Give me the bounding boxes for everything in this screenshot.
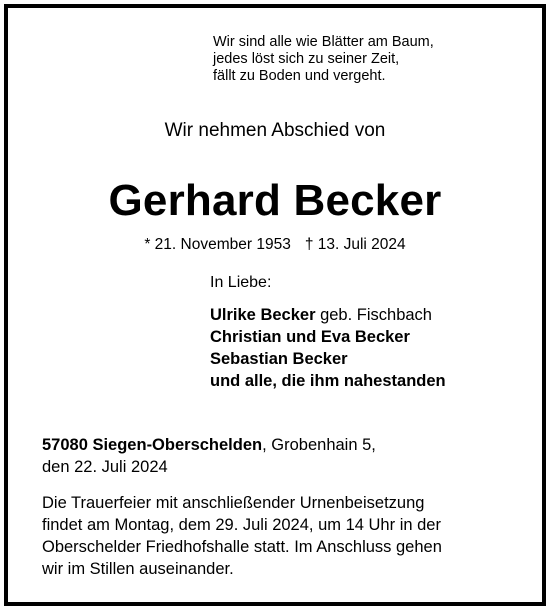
mourner-line: Sebastian Becker	[210, 350, 348, 368]
ceremony-line: wir im Stillen auseinander.	[42, 560, 234, 578]
birth-date: * 21. November 1953	[144, 236, 291, 253]
mourner-name: Ulrike Becker	[210, 306, 316, 324]
mourner-line	[210, 304, 446, 326]
address-block	[42, 434, 376, 478]
mourners-list	[210, 304, 446, 392]
death-date: † 13. Juli 2024	[304, 236, 406, 253]
mourner-line: Christian und Eva Becker	[210, 328, 410, 346]
poem-line: jedes löst sich zu seiner Zeit,	[213, 51, 400, 67]
mourner-line: und alle, die ihm nahestanden	[210, 372, 446, 390]
address-place: 57080 Siegen-Oberschelden	[42, 436, 263, 454]
ceremony-line: Die Trauerfeier mit anschließender Urnenbeisetzung	[42, 494, 425, 512]
ceremony-line: findet am Montag, dem 29. Juli 2024, um 14 Uhr in der	[42, 516, 441, 534]
notice-date: den 22. Juli 2024	[42, 458, 168, 476]
address-line	[42, 434, 376, 456]
obituary-notice	[4, 4, 546, 606]
deceased-name: Gerhard Becker	[108, 176, 442, 225]
address-street: , Grobenhain 5,	[262, 436, 376, 454]
ceremony-text	[42, 492, 442, 580]
in-love-label: In Liebe:	[210, 274, 272, 291]
ceremony-line: Oberschelder Friedhofshalle statt. Im Anschluss gehen	[42, 538, 442, 556]
mourner-maiden-name: geb. Fischbach	[315, 306, 432, 324]
poem-line: Wir sind alle wie Blätter am Baum,	[213, 34, 434, 50]
poem	[213, 34, 434, 85]
poem-line: fällt zu Boden und vergeht.	[213, 68, 386, 84]
life-dates	[8, 236, 542, 254]
farewell-heading: Wir nehmen Abschied von	[164, 120, 386, 141]
